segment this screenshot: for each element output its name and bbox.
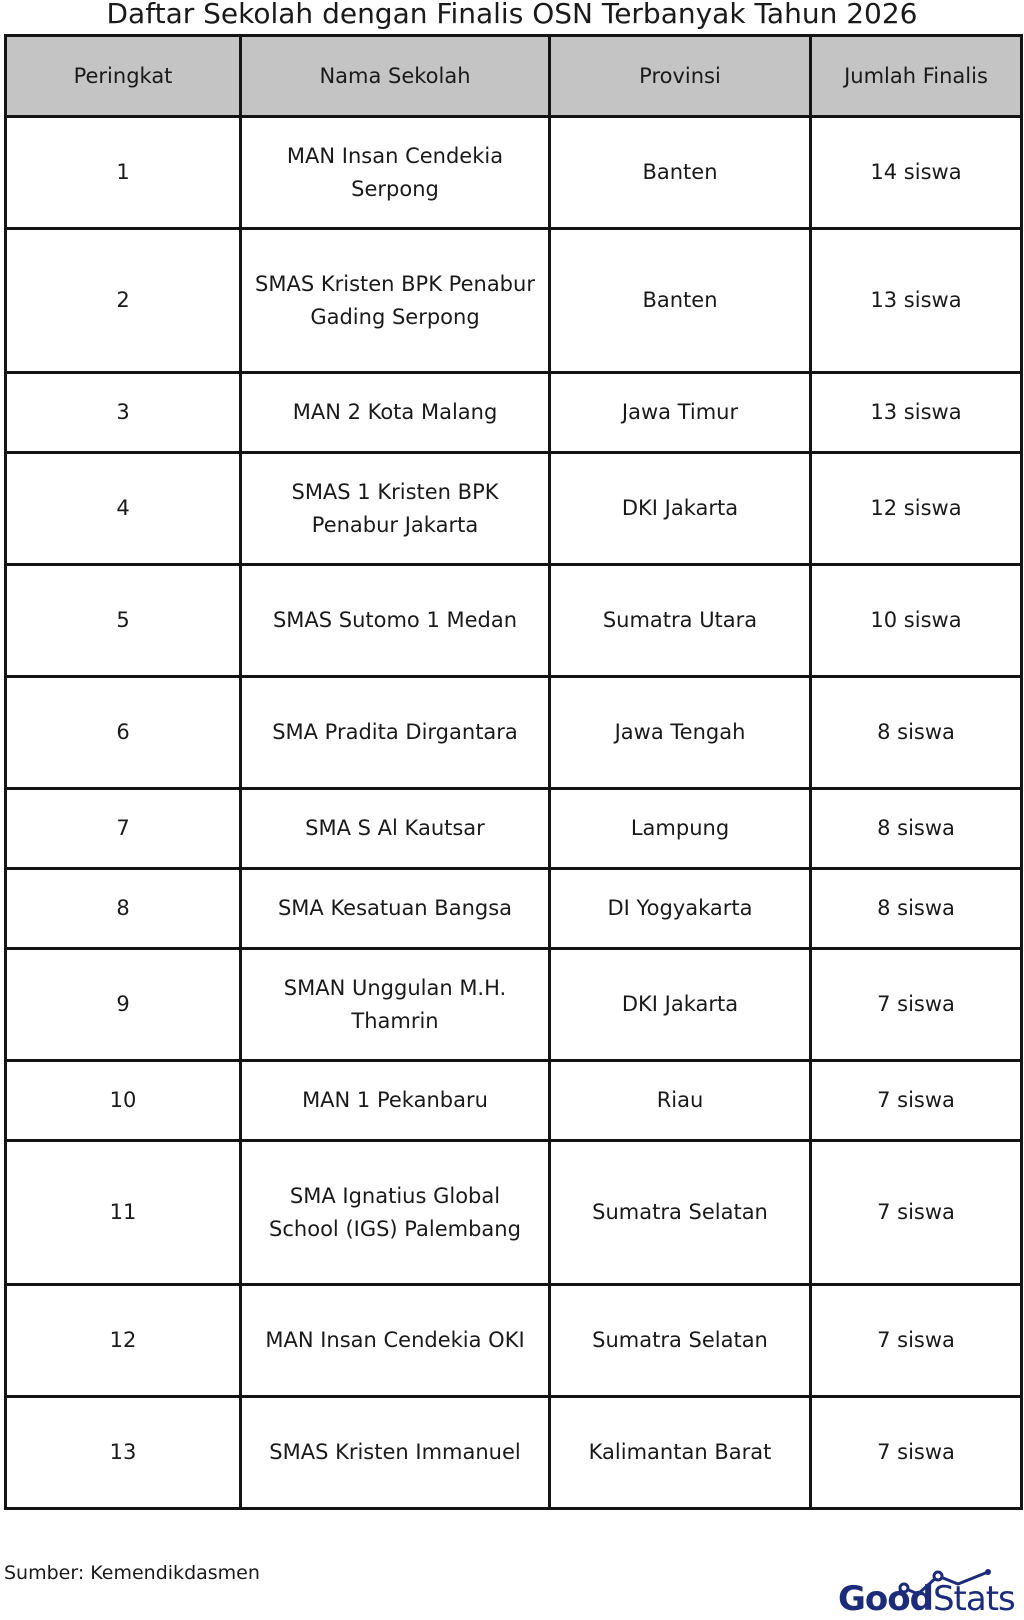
cell-province: DI Yogyakarta <box>550 869 811 949</box>
cell-rank: 4 <box>6 453 241 565</box>
cell-province: Sumatra Utara <box>550 565 811 677</box>
header-row <box>6 36 1022 117</box>
cell-rank: 5 <box>6 565 241 677</box>
cell-count: 7 siswa <box>811 1285 1022 1397</box>
cell-province: Jawa Timur <box>550 373 811 453</box>
cell-school: SMAS 1 Kristen BPK Penabur Jakarta <box>241 453 550 565</box>
column-header-count: Jumlah Finalis <box>811 36 1022 117</box>
cell-count: 12 siswa <box>811 453 1022 565</box>
table-row <box>6 229 1022 373</box>
cell-rank: 3 <box>6 373 241 453</box>
table-row <box>6 1285 1022 1397</box>
cell-school: SMA Kesatuan Bangsa <box>241 869 550 949</box>
table-title: Daftar Sekolah dengan Finalis OSN Terbanyak Tahun 2026 <box>106 0 918 30</box>
logo-wordmark: GoodStats <box>838 1579 1015 1619</box>
cell-rank: 2 <box>6 229 241 373</box>
cell-count: 13 siswa <box>811 373 1022 453</box>
cell-count: 7 siswa <box>811 1141 1022 1285</box>
cell-rank: 11 <box>6 1141 241 1285</box>
cell-rank: 8 <box>6 869 241 949</box>
cell-rank: 7 <box>6 789 241 869</box>
cell-school: MAN Insan Cendekia OKI <box>241 1285 550 1397</box>
cell-rank: 6 <box>6 677 241 789</box>
table-row <box>6 949 1022 1061</box>
cell-school: SMA S Al Kautsar <box>241 789 550 869</box>
cell-school: SMAS Sutomo 1 Medan <box>241 565 550 677</box>
cell-province: Sumatra Selatan <box>550 1141 811 1285</box>
cell-count: 10 siswa <box>811 565 1022 677</box>
cell-school: MAN Insan Cendekia Serpong <box>241 117 550 229</box>
cell-count: 8 siswa <box>811 869 1022 949</box>
table-row <box>6 117 1022 229</box>
table-row <box>6 565 1022 677</box>
table-row <box>6 453 1022 565</box>
cell-rank: 1 <box>6 117 241 229</box>
source-note: Sumber: Kemendikdasmen <box>4 1562 260 1584</box>
cell-province: Banten <box>550 117 811 229</box>
cell-school: SMAS Kristen BPK Penabur Gading Serpong <box>241 229 550 373</box>
table-row <box>6 789 1022 869</box>
cell-province: Banten <box>550 229 811 373</box>
cell-province: DKI Jakarta <box>550 453 811 565</box>
cell-school: MAN 1 Pekanbaru <box>241 1061 550 1141</box>
cell-school: SMAS Kristen Immanuel <box>241 1397 550 1509</box>
cell-province: Jawa Tengah <box>550 677 811 789</box>
table-row <box>6 373 1022 453</box>
cell-province: Kalimantan Barat <box>550 1397 811 1509</box>
cell-rank: 13 <box>6 1397 241 1509</box>
table-row <box>6 1141 1022 1285</box>
table-row <box>6 677 1022 789</box>
cell-rank: 9 <box>6 949 241 1061</box>
cell-count: 8 siswa <box>811 789 1022 869</box>
cell-province: Riau <box>550 1061 811 1141</box>
cell-province: Sumatra Selatan <box>550 1285 811 1397</box>
cell-rank: 10 <box>6 1061 241 1141</box>
cell-count: 13 siswa <box>811 229 1022 373</box>
column-header-school: Nama Sekolah <box>241 36 550 117</box>
table-body <box>6 117 1022 1509</box>
cell-province: DKI Jakarta <box>550 949 811 1061</box>
table-row <box>6 1397 1022 1509</box>
cell-school: MAN 2 Kota Malang <box>241 373 550 453</box>
cell-count: 14 siswa <box>811 117 1022 229</box>
goodstats-logo <box>838 1568 1018 1618</box>
table-row <box>6 1061 1022 1141</box>
cell-count: 8 siswa <box>811 677 1022 789</box>
column-header-rank: Peringkat <box>6 36 241 117</box>
column-header-province: Provinsi <box>550 36 811 117</box>
cell-count: 7 siswa <box>811 1397 1022 1509</box>
table-row <box>6 869 1022 949</box>
finalist-table <box>4 34 1023 1510</box>
cell-school: SMAN Unggulan M.H. Thamrin <box>241 949 550 1061</box>
cell-count: 7 siswa <box>811 1061 1022 1141</box>
cell-province: Lampung <box>550 789 811 869</box>
cell-school: SMA Ignatius Global School (IGS) Palembang <box>241 1141 550 1285</box>
cell-count: 7 siswa <box>811 949 1022 1061</box>
cell-rank: 12 <box>6 1285 241 1397</box>
cell-school: SMA Pradita Dirgantara <box>241 677 550 789</box>
